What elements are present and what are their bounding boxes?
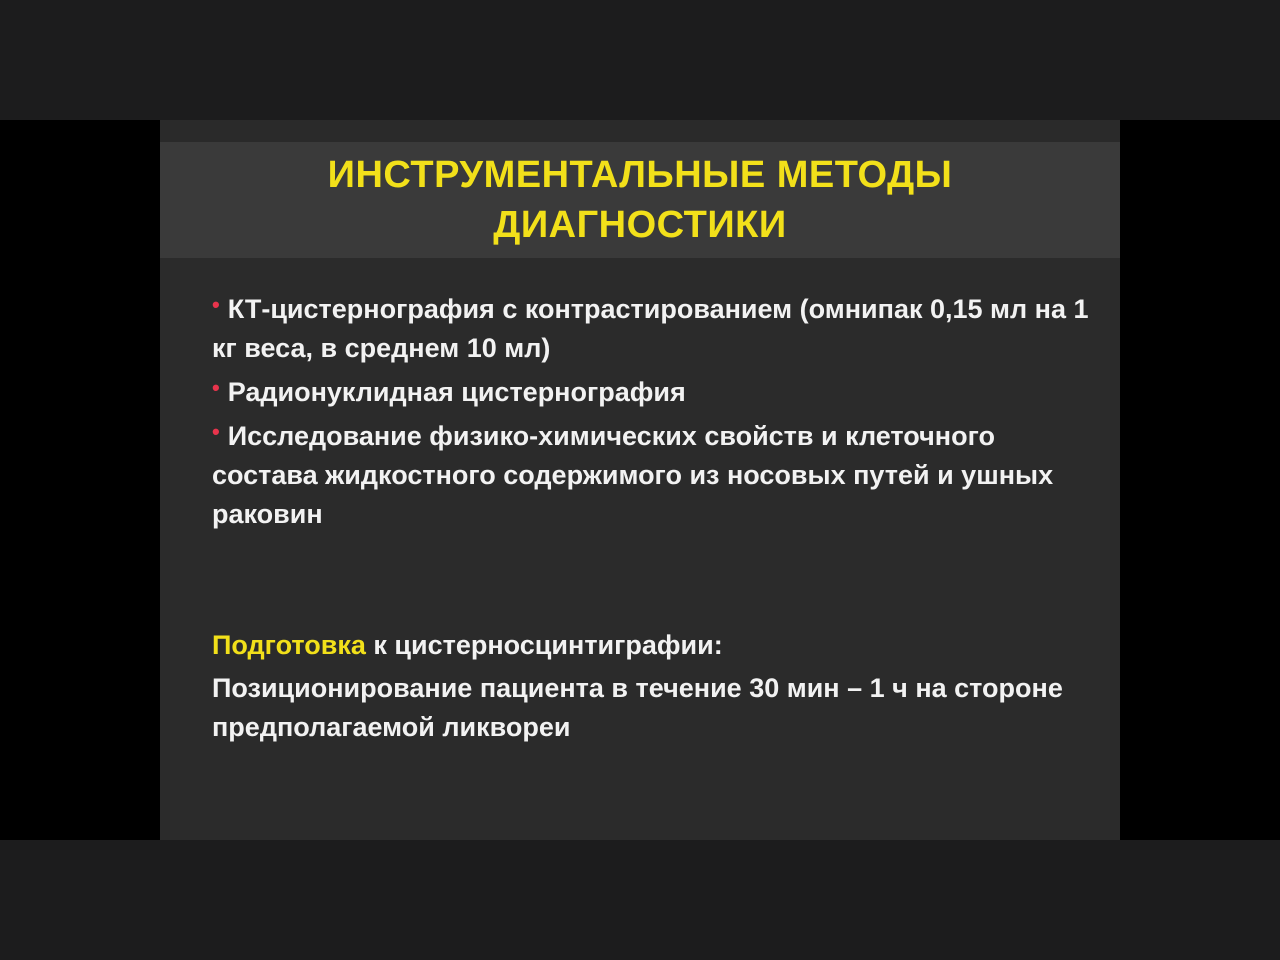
bullet-dot-icon: • [212, 375, 220, 400]
bullet-dot-icon: • [212, 292, 220, 317]
slide-title-line-1: ИНСТРУМЕНТАЛЬНЫЕ МЕТОДЫ [327, 154, 953, 196]
slide-content [212, 290, 1092, 539]
bullet-text: КТ-цистернография с контрастированием (омнипак 0,15 мл на 1 кг веса, в среднем 10 мл) [212, 294, 1089, 363]
preparation-section [212, 626, 1102, 747]
bullet-item-fluid-study [212, 417, 1092, 534]
bullet-text: Радионуклидная цистернография [227, 377, 686, 407]
presentation-slide [160, 120, 1120, 840]
right-pillarbox [1120, 120, 1280, 840]
top-letterbox-bar [0, 0, 1280, 120]
bullet-dot-icon: • [212, 419, 220, 444]
slide-top-strip [160, 120, 1120, 142]
bullet-list [212, 290, 1092, 534]
slide-title-line-2: ДИАГНОСТИКИ [493, 204, 787, 246]
bullet-item-ct-cisternography [212, 290, 1092, 368]
preparation-heading-rest: к цистерносцинтиграфии: [365, 630, 723, 660]
bullet-item-radionuclide [212, 373, 1092, 412]
left-pillarbox [0, 120, 160, 840]
preparation-heading [212, 626, 1102, 665]
bottom-letterbox-bar [0, 840, 1280, 960]
bullet-text: Исследование физико-химических свойств и клеточного состава жидкостного содержимого из носовых путей и ушных раковин [212, 421, 1054, 529]
slide-title [160, 150, 1120, 250]
preparation-body: Позиционирование пациента в течение 30 мин – 1 ч на стороне предполагаемой ликвореи [212, 673, 1063, 742]
preparation-highlight: Подготовка [212, 630, 366, 660]
